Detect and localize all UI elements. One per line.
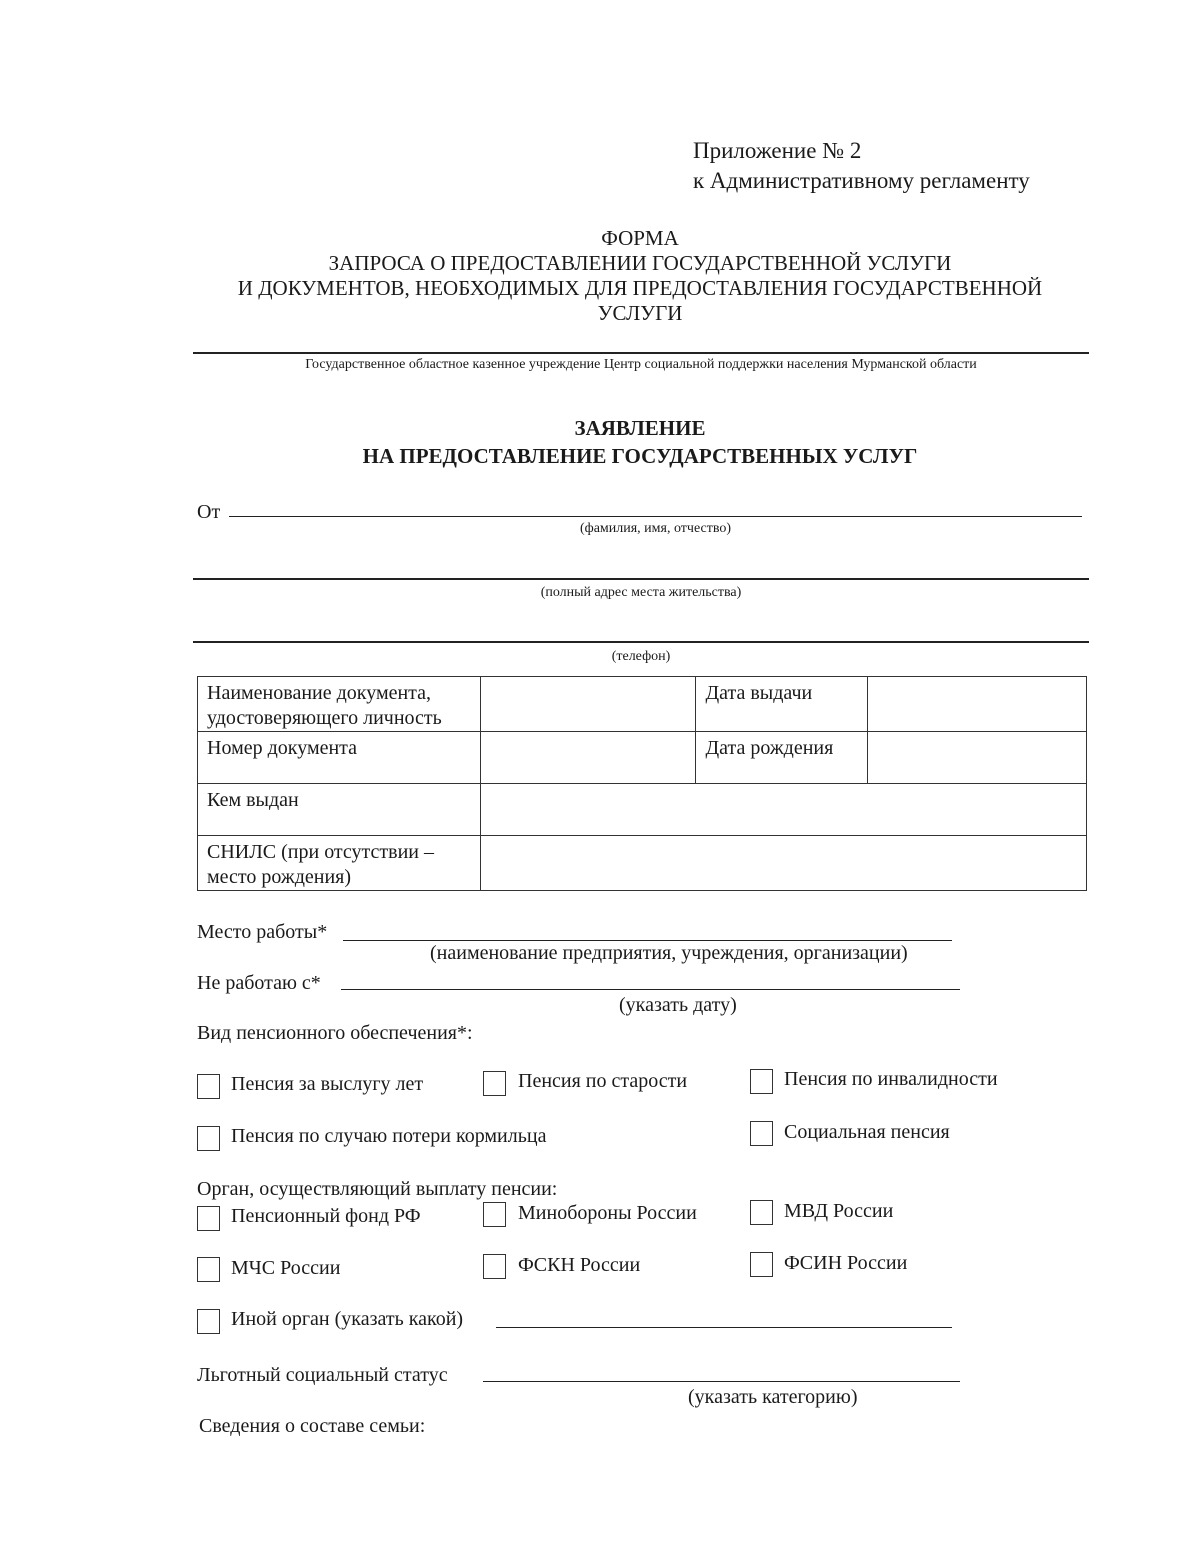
form-title-line2: ЗАПРОСА О ПРЕДОСТАВЛЕНИИ ГОСУДАРСТВЕННОЙ УСЛУГИ [328, 251, 952, 275]
form-title [0, 226, 1200, 326]
issued-by-value[interactable] [480, 784, 1086, 836]
from-label: От [197, 501, 221, 523]
doc-number-value[interactable] [480, 732, 696, 784]
family-composition-label: Сведения о составе семьи: [199, 1415, 426, 1437]
workplace-field[interactable] [343, 940, 952, 941]
address-hint: (полный адрес места жительства) [540, 585, 742, 600]
checkbox-disability-pension[interactable] [750, 1069, 773, 1094]
ministry-defense-label: Минобороны России [518, 1202, 697, 1224]
fsin-label: ФСИН России [784, 1252, 908, 1274]
appendix-regulation: к Административному регламенту [693, 168, 1030, 193]
checkbox-pension-fund[interactable] [197, 1206, 220, 1231]
snils-label: СНИЛС (при отсутствии – место рождения) [198, 836, 481, 891]
benefit-status-field[interactable] [483, 1381, 960, 1382]
institution-line [193, 352, 1089, 354]
old-age-pension-label: Пенсия по старости [518, 1070, 688, 1092]
form-title-line4: УСЛУГИ [597, 301, 683, 325]
issue-date-value[interactable] [868, 677, 1087, 732]
checkbox-long-service-pension[interactable] [197, 1074, 220, 1099]
checkbox-fsin[interactable] [750, 1252, 773, 1277]
pension-type-label: Вид пенсионного обеспечения*: [197, 1022, 473, 1044]
benefit-status-label: Льготный социальный статус [197, 1364, 448, 1386]
other-body-field[interactable] [496, 1327, 952, 1328]
snils-value[interactable] [480, 836, 1086, 891]
checkbox-social-pension[interactable] [750, 1121, 773, 1146]
checkbox-ministry-defense[interactable] [483, 1202, 506, 1227]
not-working-label: Не работаю с* [197, 972, 321, 994]
not-working-hint: (указать дату) [619, 994, 737, 1016]
survivor-pension-label: Пенсия по случаю потери кормильца [231, 1125, 547, 1147]
birth-date-value[interactable] [868, 732, 1087, 784]
issued-by-label: Кем выдан [198, 784, 481, 836]
doc-number-label: Номер документа [198, 732, 481, 784]
ministry-interior-label: МВД России [784, 1200, 894, 1222]
phone-field[interactable] [193, 641, 1089, 643]
pension-payer-label: Орган, осуществляющий выплату пенсии: [197, 1178, 558, 1200]
phone-hint: (телефон) [611, 649, 671, 664]
fio-field[interactable] [229, 516, 1082, 517]
checkbox-emergency-ministry[interactable] [197, 1257, 220, 1282]
application-title [0, 414, 1200, 470]
workplace-hint: (наименование предприятия, учреждения, организации) [430, 942, 908, 964]
issue-date-label: Дата выдачи [696, 677, 868, 732]
other-body-label: Иной орган (указать какой) [231, 1308, 464, 1330]
appendix-number: Приложение № 2 [693, 138, 862, 163]
checkbox-other-body[interactable] [197, 1309, 220, 1334]
benefit-status-hint: (указать категорию) [688, 1386, 858, 1408]
checkbox-survivor-pension[interactable] [197, 1126, 220, 1151]
form-title-line1: ФОРМА [601, 226, 679, 250]
pension-fund-label: Пенсионный фонд РФ [231, 1205, 421, 1227]
checkbox-ministry-interior[interactable] [750, 1200, 773, 1225]
long-service-pension-label: Пенсия за выслугу лет [231, 1073, 424, 1095]
application-title-line1: ЗАЯВЛЕНИЕ [574, 416, 706, 440]
social-pension-label: Социальная пенсия [784, 1121, 950, 1143]
form-title-line3: И ДОКУМЕНТОВ, НЕОБХОДИМЫХ ДЛЯ ПРЕДОСТАВЛЕНИЯ ГОСУДАРСТВЕННОЙ [237, 276, 1043, 300]
id-document-table [197, 676, 1087, 891]
institution-name: Государственное областное казенное учреждение Центр социальной поддержки населения Мурманской области [305, 357, 977, 372]
checkbox-fskn[interactable] [483, 1254, 506, 1279]
fskn-label: ФСКН России [518, 1254, 641, 1276]
address-field[interactable] [193, 578, 1089, 580]
disability-pension-label: Пенсия по инвалидности [784, 1068, 998, 1090]
birth-date-label: Дата рождения [696, 732, 868, 784]
doc-name-label: Наименование документа, удостоверяющего личность [198, 677, 481, 732]
workplace-label: Место работы* [197, 921, 328, 943]
application-title-line2: НА ПРЕДОСТАВЛЕНИЕ ГОСУДАРСТВЕННЫХ УСЛУГ [362, 444, 918, 468]
appendix-reference [693, 136, 1030, 196]
checkbox-old-age-pension[interactable] [483, 1071, 506, 1096]
fio-hint: (фамилия, имя, отчество) [579, 521, 732, 536]
not-working-date-field[interactable] [341, 989, 960, 990]
emergency-ministry-label: МЧС России [231, 1257, 341, 1279]
doc-name-value[interactable] [480, 677, 696, 732]
